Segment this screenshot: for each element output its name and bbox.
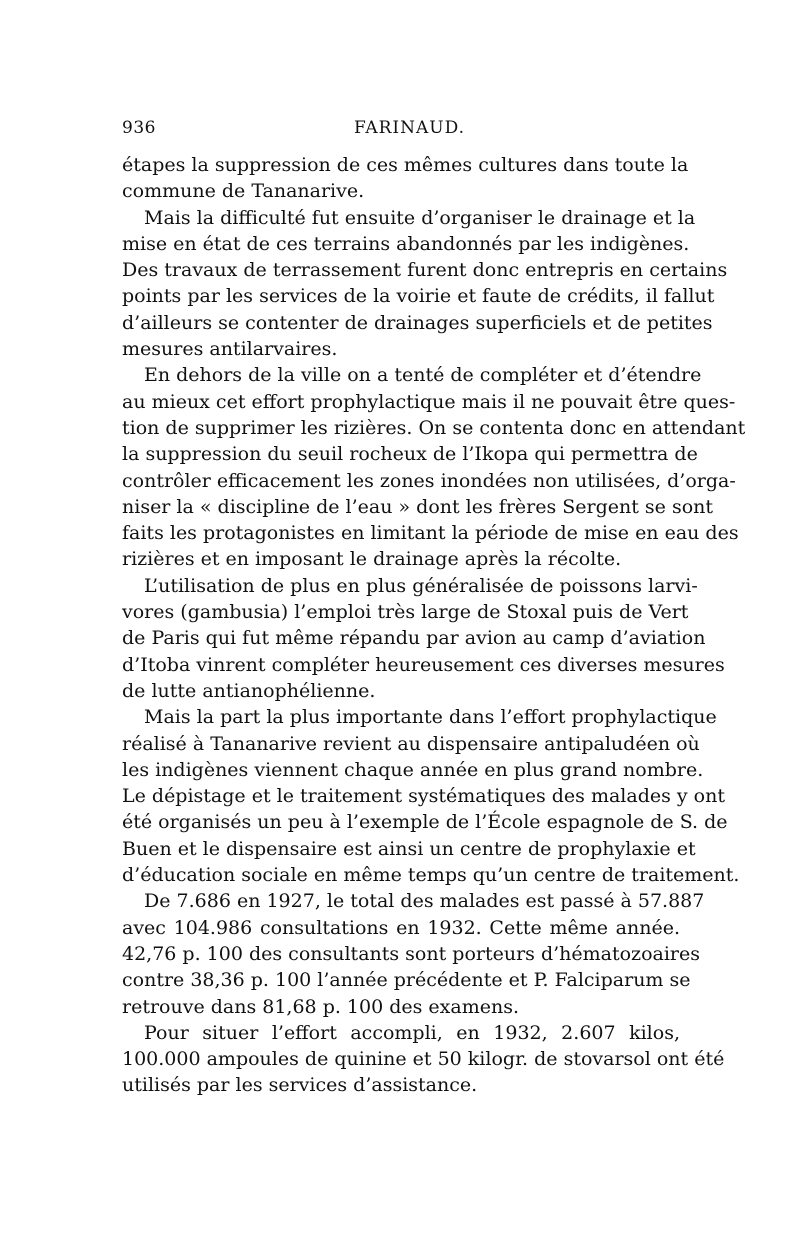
paragraph <box>122 704 740 888</box>
text-line: au mieux cet effort prophylactique mais il ne pouvait être ques- <box>122 390 736 413</box>
text-line: les indigènes viennent chaque année en plus grand nombre. <box>122 758 704 781</box>
text-line: d’Itoba vinrent compléter heureusement ces diverses mesures <box>122 653 725 676</box>
text-line: Le dépistage et le traitement systématiques des malades y ont <box>122 785 725 808</box>
text-line: Buen et le dispensaire est ainsi un centre de prophylaxie et <box>122 837 696 860</box>
paragraph <box>122 573 725 704</box>
text-line: retrouve dans 81,68 p. 100 des examens. <box>122 995 520 1018</box>
text-line: 100.000 ampoules de quinine et 50 kilogr. de stovarsol ont été <box>122 1048 725 1071</box>
text-line: de Paris qui fut même répandu par avion au camp d’aviation <box>122 627 706 650</box>
text-line: contre 38,36 p. 100 l’année précédente et P. Falciparum se <box>122 969 691 992</box>
text-line: Des travaux de terrassement furent donc entrepris en certains <box>122 259 728 282</box>
book-page <box>122 118 746 1099</box>
text-line: vores (gambusia) l’emploi très large de Stoxal puis de Vert <box>122 601 689 624</box>
text-line: points par les services de la voirie et faute de crédits, il fallut <box>122 285 715 308</box>
paragraph <box>122 205 728 363</box>
text-line: réalisé à Tananarive revient au dispensaire antipaludéen où <box>122 732 700 755</box>
text-line: mesures antilarvaires. <box>122 338 338 361</box>
text-line: Pour situer l’effort accompli, en 1932, 2.607 kilos, <box>144 1021 680 1044</box>
text-line: utilisés par les services d’assistance. <box>122 1074 478 1097</box>
text-line: étapes la suppression de ces mêmes cultures dans toute la <box>122 154 689 176</box>
text-line: 42,76 p. 100 des consultants sont porteurs d’hématozoaires <box>122 942 700 965</box>
text-line: Mais la difficulté fut ensuite d’organiser le drainage et la <box>144 206 696 229</box>
paragraph <box>122 362 746 572</box>
text-line: Mais la part la plus importante dans l’effort prophylactique <box>144 706 717 729</box>
paragraph <box>122 1020 725 1099</box>
text-line: De 7.686 en 1927, le total des malades est passé à 57.887 <box>144 890 705 913</box>
text-line: contrôler efficacement les zones inondées non utilisées, d’orga- <box>122 469 736 492</box>
text-line: la suppression du seuil rocheux de l’Ikopa qui permettra de <box>122 443 698 466</box>
text-line: été organisés un peu à l’exemple de l’École espagnole de S. de <box>122 811 728 834</box>
paragraph <box>122 152 689 205</box>
text-line: rizières et en imposant le drainage après la récolte. <box>122 548 622 571</box>
text-line: commune de Tananarive. <box>122 180 365 203</box>
paragraph <box>122 888 705 1019</box>
text-line: faits les protagonistes en limitant la période de mise en eau des <box>122 522 739 545</box>
text-line: L’utilisation de plus en plus généralisée de poissons larvi- <box>144 574 698 597</box>
text-line: d’éducation sociale en même temps qu’un centre de traitement. <box>122 864 740 887</box>
text-line: d’ailleurs se contenter de drainages superficiels et de petites <box>122 311 713 334</box>
text-line: de lutte antianophélienne. <box>122 679 376 702</box>
running-head <box>122 118 680 146</box>
text-line: avec 104.986 consultations en 1932. Cette même année. <box>122 916 680 939</box>
text-line: tion de supprimer les rizières. On se contenta donc en attendant <box>122 416 746 439</box>
text-line: niser la « discipline de l’eau » dont les frères Sergent se sont <box>122 495 714 518</box>
page-number: 936 <box>122 118 156 138</box>
text-line: mise en état de ces terrains abandonnés par les indigènes. <box>122 232 690 255</box>
text-line: En dehors de la ville on a tenté de compléter et d’étendre <box>144 364 702 387</box>
running-title: FARINAUD. <box>354 118 466 138</box>
body-text <box>122 152 746 1099</box>
